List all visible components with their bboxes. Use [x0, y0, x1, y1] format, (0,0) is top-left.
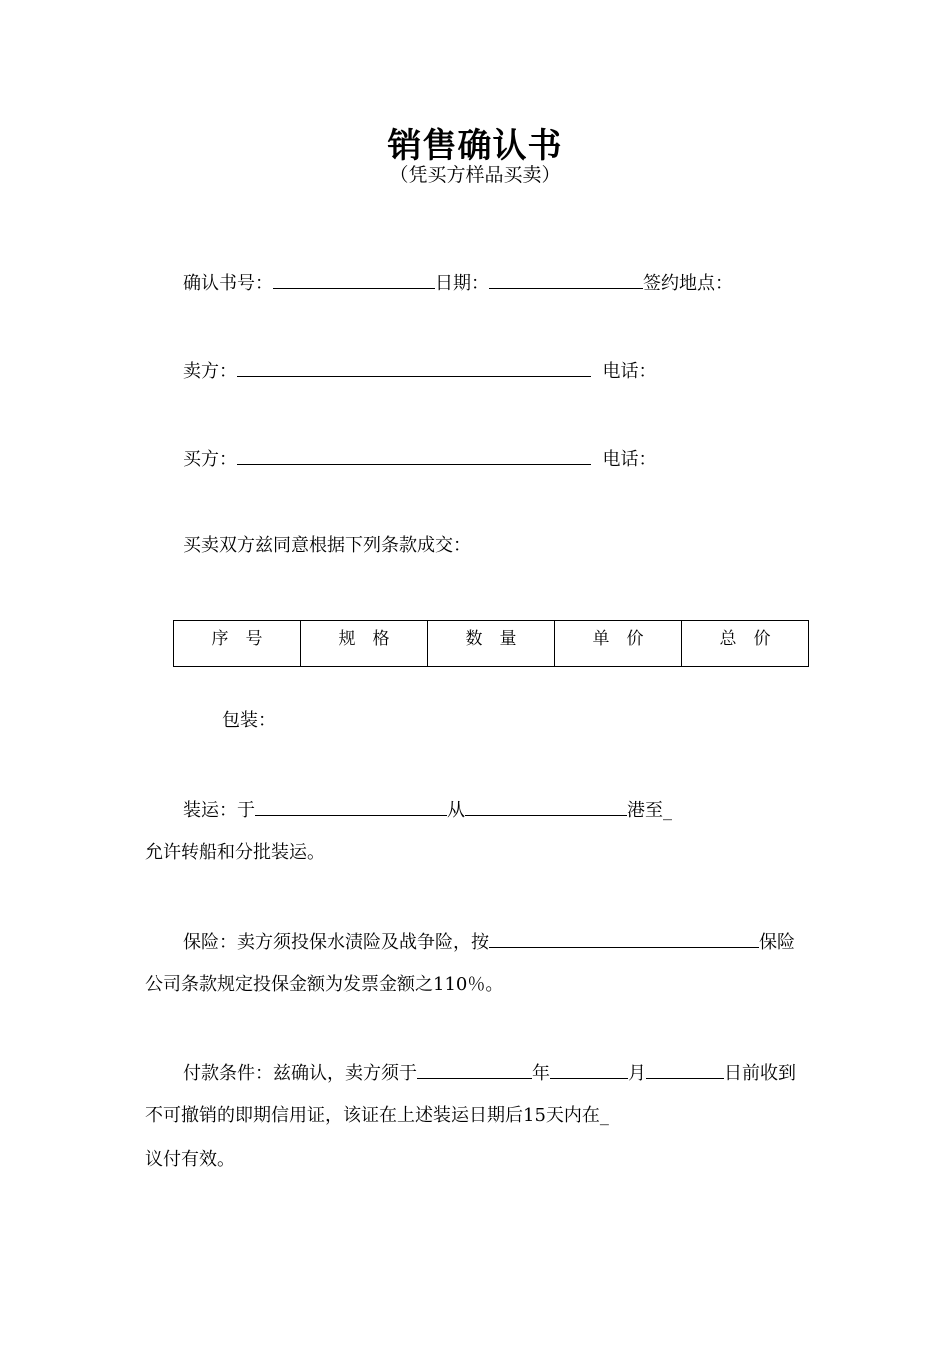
shipment-port-to-label: 港至_ — [627, 800, 672, 821]
page-title: 销售确认书 — [387, 126, 563, 166]
date-field[interactable] — [489, 270, 643, 289]
goods-table — [173, 620, 809, 667]
payment-line — [183, 1060, 796, 1086]
shipment-line — [183, 797, 672, 823]
insurance-company-field[interactable] — [489, 929, 759, 948]
payment-note-end: 议付有效。 — [145, 1149, 235, 1170]
shipment-label: 装运：于 — [183, 800, 255, 821]
place-label: 签约地点： — [643, 273, 733, 294]
seller-field[interactable] — [237, 358, 591, 377]
table-header-cell: 数 量 — [428, 621, 555, 667]
agreement-text: 买卖双方兹同意根据下列条款成交： — [183, 535, 471, 556]
payment-day-field[interactable] — [646, 1060, 724, 1079]
buyer-phone-label: 电话： — [602, 449, 657, 470]
date-label: 日期： — [435, 273, 489, 294]
shipment-port-field[interactable] — [465, 797, 627, 816]
insurance-line — [183, 929, 795, 955]
table-header-cell: 规 格 — [301, 621, 428, 667]
seller-label: 卖方： — [183, 361, 237, 382]
insurance-text: 保险：卖方须投保水渍险及战争险，按 — [183, 932, 489, 953]
packing-label: 包装： — [222, 710, 276, 731]
payment-year-label: 年 — [532, 1063, 550, 1084]
payment-text: 付款条件：兹确认，卖方须于 — [183, 1063, 417, 1084]
table-header-row — [174, 621, 809, 667]
table-header-cell: 单 价 — [555, 621, 682, 667]
table-header-cell: 序 号 — [174, 621, 301, 667]
page-subtitle: （凭买方样品买卖） — [389, 164, 561, 186]
buyer-field[interactable] — [237, 446, 591, 465]
shipment-note: 允许转船和分批装运。 — [145, 842, 325, 863]
buyer-label: 买方： — [183, 449, 237, 470]
seller-line — [183, 358, 656, 384]
buyer-line — [183, 446, 656, 472]
confirmation-no-label: 确认书号： — [183, 273, 273, 294]
table-header-cell: 总 价 — [682, 621, 809, 667]
payment-note: 不可撤销的即期信用证，该证在上述装运日期后15天内在_ — [145, 1105, 609, 1126]
header-line — [183, 270, 733, 296]
payment-month-field[interactable] — [550, 1060, 628, 1079]
confirmation-no-field[interactable] — [273, 270, 435, 289]
seller-phone-label: 电话： — [602, 361, 657, 382]
payment-year-field[interactable] — [417, 1060, 532, 1079]
insurance-text-end: 保险 — [759, 932, 795, 953]
shipment-date-field[interactable] — [255, 797, 447, 816]
insurance-note: 公司条款规定投保金额为发票金额之110％。 — [145, 974, 504, 995]
shipment-from-label: 从 — [447, 800, 465, 821]
payment-text-end: 日前收到 — [724, 1063, 796, 1084]
payment-month-label: 月 — [628, 1063, 646, 1084]
